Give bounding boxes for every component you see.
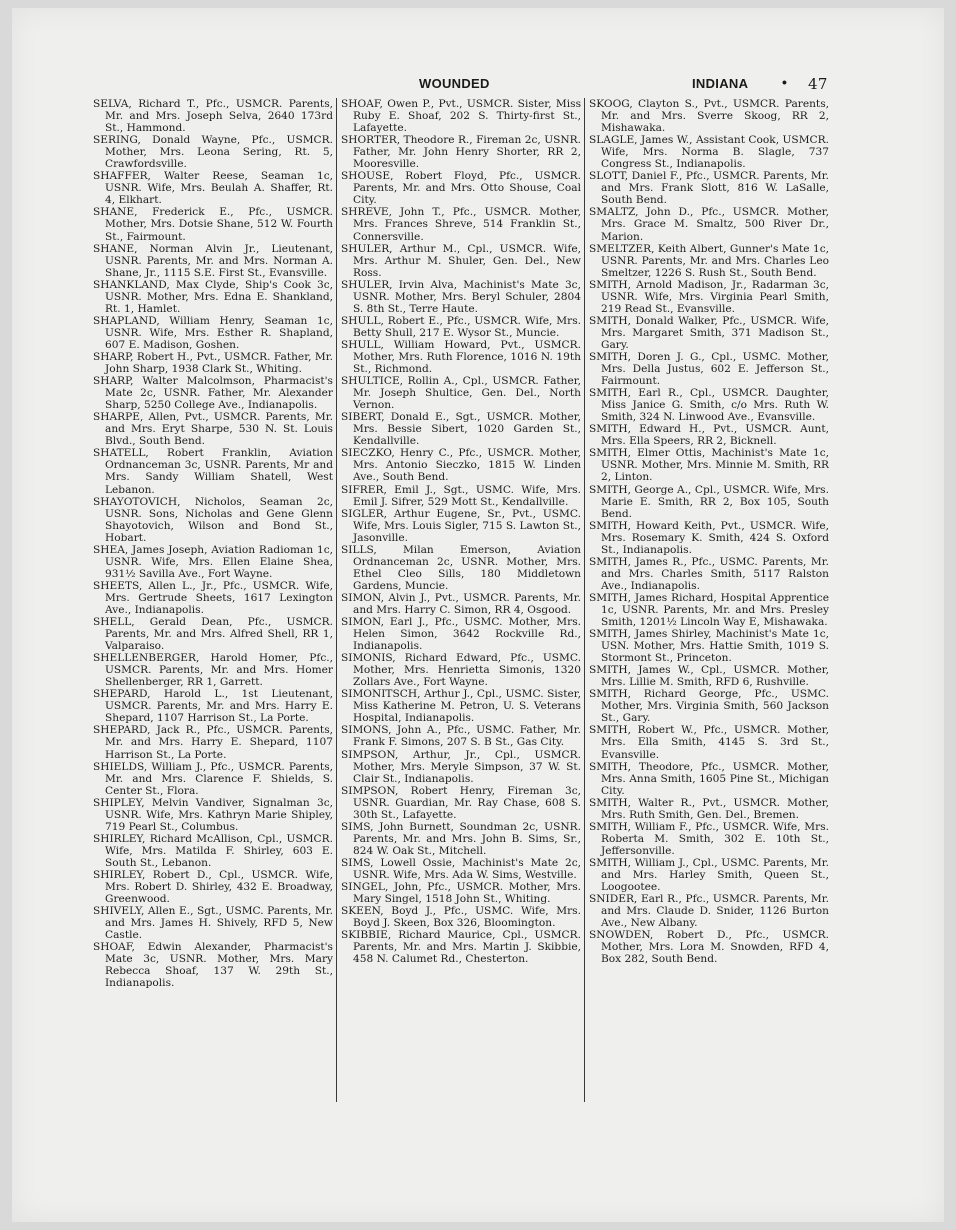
casualty-entry: SMITH, William J., Cpl., USMC. Parents, Mr. and Mrs. Harley Smith, Queen St., Loogootee. [589, 856, 829, 894]
casualty-entry: SMITH, Walter R., Pvt., USMCR. Mother, Mrs. Ruth Smith, Gen. Del., Bremen. [589, 796, 829, 821]
casualty-entry: SMITH, Donald Walker, Pfc., USMCR. Wife, Mrs. Margaret Smith, 371 Madison St., Gary. [589, 314, 829, 351]
casualty-entry: SHOAF, Edwin Alexander, Pharmacist's Mate 3c, USNR. Mother, Mrs. Mary Rebecca Shoaf, 137 W. 29th St., Indianapolis. [93, 941, 333, 990]
casualty-entry: SKIBBIE, Richard Maurice, Cpl., USMCR. Parents, Mr. and Mrs. Martin J. Skibbie, 458 N. Calumet Rd., Chesterton. [341, 929, 581, 966]
casualty-entry: SHULTICE, Rollin A., Cpl., USMCR. Father, Mr. Joseph Shultice, Gen. Del., North Vernon. [341, 375, 581, 412]
casualty-entry: SHORTER, Theodore R., Fireman 2c, USNR. Father, Mr. John Henry Shorter, RR 2, Mooresville. [341, 134, 581, 171]
column-rule-1 [336, 98, 337, 1102]
casualty-entry: SERING, Donald Wayne, Pfc., USMCR. Mother, Mrs. Leona Sering, Rt. 5, Crawfordsville. [93, 134, 333, 171]
casualty-entry: SHOUSE, Robert Floyd, Pfc., USMCR. Parents, Mr. and Mrs. Otto Shouse, Coal City. [341, 170, 581, 207]
casualty-entry: SMITH, Doren J. G., Cpl., USMC. Mother, Mrs. Della Justus, 602 E. Jefferson St., Fairmount. [589, 350, 829, 388]
casualty-entry: SHREVE, John T., Pfc., USMCR. Mother, Mrs. Frances Shreve, 514 Franklin St., Connersville. [341, 206, 581, 243]
casualty-entry: SHEA, James Joseph, Aviation Radioman 1c, USNR. Wife, Mrs. Ellen Elaine Shea, 931½ Savilla Ave., Fort Wayne. [93, 543, 333, 580]
casualty-entry: SHANE, Norman Alvin Jr., Lieutenant, USNR. Parents, Mr. and Mrs. Norman A. Shane, Jr., 1115 S.E. First St., Evansville. [93, 242, 333, 279]
casualty-entry: SHIPLEY, Melvin Vandiver, Signalman 3c, USNR. Wife, Mrs. Kathryn Marie Shipley, 719 Pearl St., Columbus. [93, 796, 333, 833]
casualty-entry: SNOWDEN, Robert D., Pfc., USMCR. Mother, Mrs. Lora M. Snowden, RFD 4, Box 282, South Bend. [589, 929, 829, 966]
casualty-entry: SIMON, Earl J., Pfc., USMC. Mother, Mrs. Helen Simon, 3642 Rockville Rd., Indianapolis. [341, 616, 581, 653]
column-1 [93, 98, 333, 1106]
casualty-entry: SMITH, Elmer Ottis, Machinist's Mate 1c, USNR. Mother, Mrs. Minnie M. Smith, RR 2, Linton. [589, 447, 829, 484]
casualty-entry: SIGLER, Arthur Eugene, Sr., Pvt., USMC. Wife, Mrs. Louis Sigler, 715 S. Lawton St., Jasonville. [341, 507, 581, 544]
casualty-entry: SHELL, Gerald Dean, Pfc., USMCR. Parents, Mr. and Mrs. Alfred Shell, RR 1, Valparaiso. [93, 616, 333, 653]
casualty-entry: SMITH, Theodore, Pfc., USMCR. Mother, Mrs. Anna Smith, 1605 Pine St., Michigan City. [589, 760, 829, 797]
column-3 [589, 98, 829, 1106]
casualty-entry: SIFRER, Emil J., Sgt., USMC. Wife, Mrs. Emil J. Sifrer, 529 Mott St., Kendallville. [341, 483, 581, 508]
casualty-entry: SHEETS, Allen L., Jr., Pfc., USMCR. Wife, Mrs. Gertrude Sheets, 1617 Lexington Ave., Indianapolis. [93, 579, 333, 616]
casualty-entry: SHULL, Robert E., Pfc., USMCR. Wife, Mrs. Betty Shull, 217 E. Wysor St., Muncie. [341, 314, 581, 339]
casualty-entry: SLOTT, Daniel F., Pfc., USMCR. Parents, Mr. and Mrs. Frank Slott, 816 W. LaSalle, South Bend. [589, 170, 829, 207]
section-title: WOUNDED [419, 76, 490, 91]
casualty-entry: SHOAF, Owen P., Pvt., USMCR. Sister, Miss Ruby E. Shoaf, 202 S. Thirty-first St., Lafayette. [341, 98, 581, 135]
casualty-entry: SILLS, Milan Emerson, Aviation Ordnanceman 2c, USNR. Mother, Mrs. Ethel Cleo Sills, 180 Middletown Gardens, Muncie. [341, 543, 581, 592]
casualty-entry: SIMONIS, Richard Edward, Pfc., USMC. Mother, Mrs. Henrietta Simonis, 1320 Zollars Ave., Fort Wayne. [341, 652, 581, 689]
casualty-entry: SHEPARD, Jack R., Pfc., USMCR. Parents, Mr. and Mrs. Harry E. Shepard, 1107 Harrison St., La Porte. [93, 724, 333, 761]
casualty-entry: SIBERT, Donald E., Sgt., USMCR. Mother, Mrs. Bessie Sibert, 1020 Garden St., Kendallville. [341, 411, 581, 448]
casualty-entry: SIMONS, John A., Pfc., USMC. Father, Mr. Frank F. Simons, 207 S. B St., Gas City. [341, 724, 581, 749]
casualty-entry: SKEEN, Boyd J., Pfc., USMC. Wife, Mrs. Boyd J. Skeen, Box 326, Bloomington. [341, 905, 581, 930]
casualty-entry: SIECZKO, Henry C., Pfc., USMCR. Mother, Mrs. Antonio Sieczko, 1815 W. Linden Ave., South Bend. [341, 447, 581, 484]
casualty-entry: SHIELDS, William J., Pfc., USMCR. Parents, Mr. and Mrs. Clarence F. Shields, S. Center St., Flora. [93, 760, 333, 797]
casualty-entry: SHARP, Robert H., Pvt., USMCR. Father, Mr. John Sharp, 1938 Clark St., Whiting. [93, 350, 333, 376]
casualty-entry: SHULER, Arthur M., Cpl., USMCR. Wife, Mrs. Arthur M. Shuler, Gen. Del., New Ross. [341, 242, 581, 279]
state-title: INDIANA [692, 76, 749, 91]
casualty-entry: SMITH, George A., Cpl., USMCR. Wife, Mrs. Marie E. Smith, RR 2, Box 105, South Bend. [589, 483, 829, 520]
casualty-entry: SIMS, Lowell Ossie, Machinist's Mate 2c, USNR. Wife, Mrs. Ada W. Sims, Westville. [341, 856, 581, 881]
page-header [0, 74, 956, 96]
casualty-entry: SIMPSON, Robert Henry, Fireman 3c, USNR. Guardian, Mr. Ray Chase, 608 S. 30th St., Lafayette. [341, 784, 581, 821]
casualty-entry: SHAFFER, Walter Reese, Seaman 1c, USNR. Wife, Mrs. Beulah A. Shaffer, Rt. 4, Elkhart. [93, 170, 333, 207]
casualty-entry: SHAYOTOVICH, Nicholos, Seaman 2c, USNR. Sons, Nicholas and Gene Glenn Shayotovich, Wilson and Bond St., Hobart. [93, 495, 333, 544]
casualty-entry: SNIDER, Earl R., Pfc., USMCR. Parents, Mr. and Mrs. Claude D. Snider, 1126 Burton Ave., New Albany. [589, 893, 829, 930]
casualty-entry: SMITH, Howard Keith, Pvt., USMCR. Wife, Mrs. Rosemary K. Smith, 424 S. Oxford St., Indianapolis. [589, 519, 829, 556]
casualty-entry: SHULER, Irvin Alva, Machinist's Mate 3c, USNR. Mother, Mrs. Beryl Schuler, 2804 S. 8th St., Terre Haute. [341, 278, 581, 315]
casualty-entry: SIMONITSCH, Arthur J., Cpl., USMC. Sister, Miss Katherine M. Petron, U. S. Veterans Hospital, Indianapolis. [341, 688, 581, 725]
casualty-entry: SMITH, Richard George, Pfc., USMC. Mother, Mrs. Virginia Smith, 560 Jackson St., Gary. [589, 688, 829, 725]
casualty-entry: SHANE, Frederick E., Pfc., USMCR. Mother, Mrs. Dotsie Shane, 512 W. Fourth St., Fairmount. [93, 206, 333, 243]
casualty-entry: SMITH, James Richard, Hospital Apprentice 1c, USNR. Parents, Mr. and Mrs. Presley Smith, 1201½ Lincoln Way E, Mishawaka. [589, 591, 829, 629]
casualty-entry: SHIVELY, Allen E., Sgt., USMC. Parents, Mr. and Mrs. James H. Shively, RFD 5, New Castle. [93, 905, 333, 942]
casualty-entry: SMELTZER, Keith Albert, Gunner's Mate 1c, USNR. Parents, Mr. and Mrs. Charles Leo Smeltzer, 1226 S. Rush St., South Bend. [589, 242, 829, 279]
casualty-list [93, 98, 829, 1106]
casualty-entry: SHARPE, Allen, Pvt., USMCR. Parents, Mr. and Mrs. Eryt Sharpe, 530 N. St. Louis Blvd., South Bend. [93, 411, 333, 448]
page-number: 47 [808, 75, 828, 93]
casualty-entry: SHATELL, Robert Franklin, Aviation Ordnanceman 3c, USNR. Parents, Mr and Mrs. Sandy William Shatell, West Lebanon. [93, 447, 333, 496]
header-bullet: • [782, 74, 788, 90]
casualty-entry: SMITH, Edward H., Pvt., USMCR. Aunt, Mrs. Ella Speers, RR 2, Bicknell. [589, 423, 829, 448]
casualty-entry: SKOOG, Clayton S., Pvt., USMCR. Parents, Mr. and Mrs. Sverre Skoog, RR 2, Mishawaka. [589, 98, 829, 135]
casualty-entry: SHANKLAND, Max Clyde, Ship's Cook 3c, USNR. Mother, Mrs. Edna E. Shankland, Rt. 1, Hamlet. [93, 278, 333, 315]
casualty-entry: SHIRLEY, Richard McAllison, Cpl., USMCR. Wife, Mrs. Matilda F. Shirley, 603 E. South St., Lebanon. [93, 832, 333, 869]
casualty-entry: SHULL, William Howard, Pvt., USMCR. Mother, Mrs. Ruth Florence, 1016 N. 19th St., Richmond. [341, 338, 581, 376]
casualty-entry: SHIRLEY, Robert D., Cpl., USMCR. Wife, Mrs. Robert D. Shirley, 432 E. Broadway, Greenwood. [93, 869, 333, 906]
casualty-entry: SMALTZ, John D., Pfc., USMCR. Mother, Mrs. Grace M. Smaltz, 500 River Dr., Marion. [589, 206, 829, 243]
casualty-entry: SMITH, James Shirley, Machinist's Mate 1c, USN. Mother, Mrs. Hattie Smith, 1019 S. Stormont St., Princeton. [589, 628, 829, 665]
casualty-entry: SMITH, Robert W., Pfc., USMCR. Mother, Mrs. Ella Smith, 4145 S. 3rd St., Evansville. [589, 724, 829, 761]
casualty-entry: SMITH, Earl R., Cpl., USMCR. Daughter, Miss Janice G. Smith, c/o Mrs. Ruth W. Smith, 324 N. Linwood Ave., Evansville. [589, 387, 829, 424]
casualty-entry: SINGEL, John, Pfc., USMCR. Mother, Mrs. Mary Singel, 1518 John St., Whiting. [341, 881, 581, 906]
casualty-entry: SHELLENBERGER, Harold Homer, Pfc., USMCR. Parents, Mr. and Mrs. Homer Shellenberger, RR 1, Garrett. [93, 652, 333, 689]
casualty-entry: SIMPSON, Arthur, Jr., Cpl., USMCR. Mother, Mrs. Meryle Simpson, 37 W. St. Clair St., Indianapolis. [341, 748, 581, 785]
casualty-entry: SIMS, John Burnett, Soundman 2c, USNR. Parents, Mr. and Mrs. John B. Sims, Sr., 824 W. Oak St., Mitchell. [341, 820, 581, 857]
casualty-entry: SMITH, James W., Cpl., USMCR. Mother, Mrs. Lillie M. Smith, RFD 6, Rushville. [589, 664, 829, 689]
casualty-entry: SMITH, William F., Pfc., USMCR. Wife, Mrs. Roberta M. Smith, 302 E. 10th St., Jeffersonville. [589, 820, 829, 857]
casualty-entry: SELVA, Richard T., Pfc., USMCR. Parents, Mr. and Mrs. Joseph Selva, 2640 173rd St., Hammond. [93, 98, 333, 135]
casualty-entry: SHARP, Walter Malcolmson, Pharmacist's Mate 2c, USNR. Father, Mr. Alexander Sharp, 5250 College Ave., Indianapolis. [93, 375, 333, 412]
column-2 [341, 98, 581, 1106]
column-rule-2 [584, 98, 585, 1102]
casualty-entry: SHEPARD, Harold L., 1st Lieutenant, USMCR. Parents, Mr. and Mrs. Harry E. Shepard, 1107 Harrison St., La Porte. [93, 688, 333, 725]
casualty-entry: SHAPLAND, William Henry, Seaman 1c, USNR. Wife, Mrs. Esther R. Shapland, 607 E. Madison, Goshen. [93, 314, 333, 351]
casualty-entry: SLAGLE, James W., Assistant Cook, USMCR. Wife, Mrs. Norma B. Slagle, 737 Congress St., Indianapolis. [589, 134, 829, 171]
casualty-entry: SMITH, Arnold Madison, Jr., Radarman 3c, USNR. Wife, Mrs. Virginia Pearl Smith, 219 Read St., Evansville. [589, 278, 829, 315]
casualty-entry: SMITH, James R., Pfc., USMC. Parents, Mr. and Mrs. Charles Smith, 5117 Ralston Ave., Indianapolis. [589, 555, 829, 592]
casualty-entry: SIMON, Alvin J., Pvt., USMCR. Parents, Mr. and Mrs. Harry C. Simon, RR 4, Osgood. [341, 591, 581, 616]
